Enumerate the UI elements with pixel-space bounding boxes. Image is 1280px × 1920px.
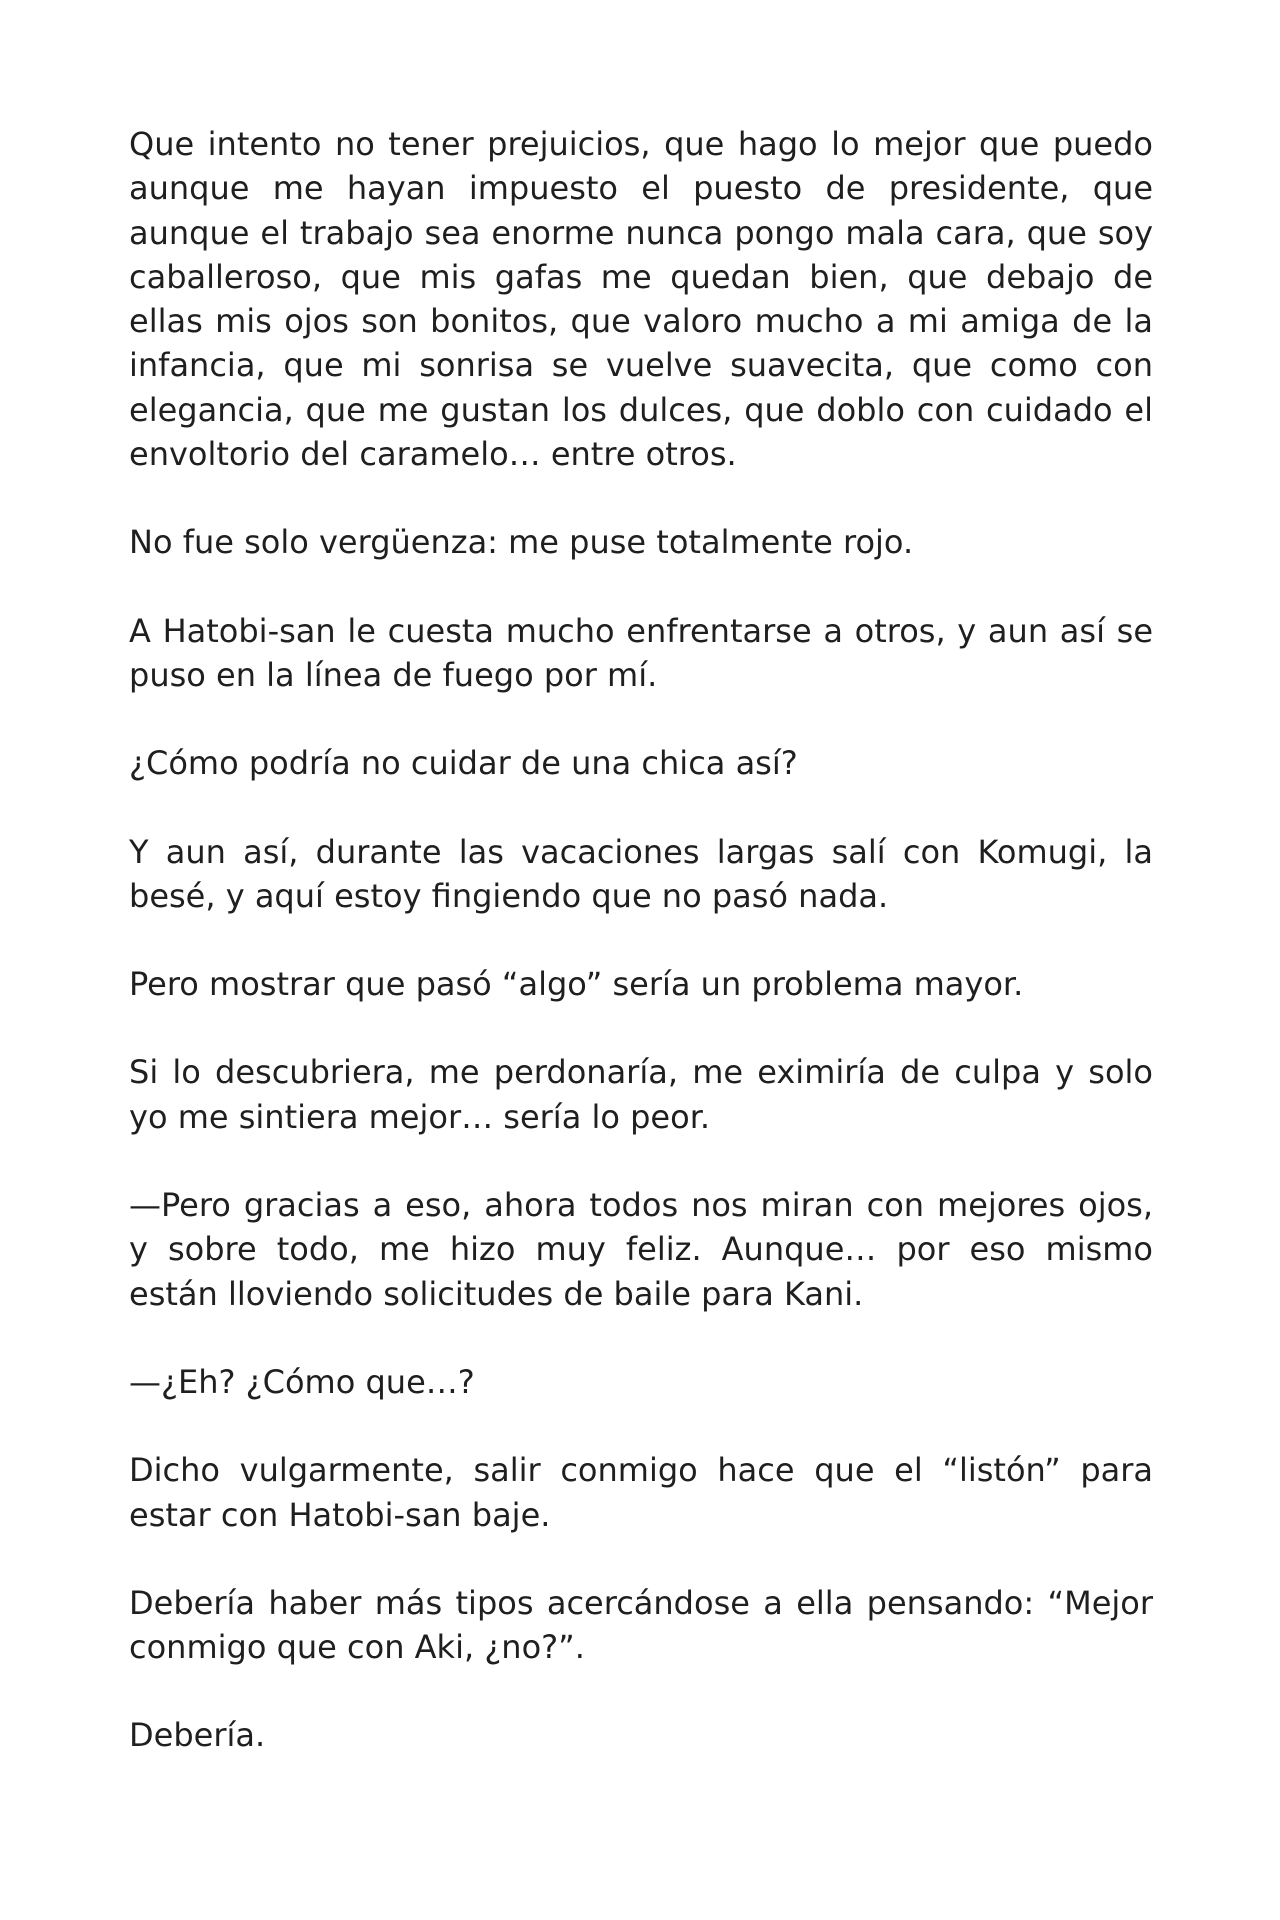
paragraph-10: Dicho vulgarmente, salir conmigo hace que el “listón” para estar con Hatobi-san baje.	[129, 1451, 1153, 1534]
paragraph-8: —Pero gracias a eso, ahora todos nos miran con mejores ojos, y sobre todo, me hizo muy feliz. Aunque… por eso mismo están lloviendo solicitudes de baile para Kani.	[129, 1186, 1153, 1313]
paragraph-3: A Hatobi-san le cuesta mucho enfrentarse a otros, y aun así se puso en la línea de fuego por mí.	[129, 611, 1153, 694]
paragraph-1: Que intento no tener prejuicios, que hago lo mejor que puedo aunque me hayan impuesto el puesto de presidente, que aunque el trabajo sea enorme nunca pongo mala cara, que soy caballeroso, que mis gafas me quedan bien, que debajo de ellas mis ojos son bonitos, que valoro mucho a mi amiga de la infancia, que mi sonrisa se vuelve suavecita, que como con elegancia, que me gustan los dulces, que doblo con cuidado el envoltorio del caramelo… entre otros.	[129, 125, 1153, 474]
paragraph-7: Si lo descubriera, me perdonaría, me eximiría de culpa y solo yo me sintiera mejor… sería lo peor.	[129, 1053, 1153, 1136]
paragraph-5: Y aun así, durante las vacaciones largas salí con Komugi, la besé, y aquí estoy fingiendo que no pasó nada.	[129, 832, 1153, 915]
body-text	[129, 122, 1153, 1758]
paragraph-12: Debería.	[129, 1716, 266, 1755]
paragraph-4: ¿Cómo podría no cuidar de una chica así?	[129, 744, 798, 783]
paragraph-9: —¿Eh? ¿Cómo que…?	[129, 1362, 475, 1401]
paragraph-11: Debería haber más tipos acercándose a ella pensando: “Mejor conmigo que con Aki, ¿no?”.	[129, 1583, 1153, 1667]
paragraph-6: Pero mostrar que pasó “algo” sería un problema mayor.	[129, 965, 1024, 1004]
paragraph-2: No fue solo vergüenza: me puse totalmente rojo.	[129, 523, 914, 562]
